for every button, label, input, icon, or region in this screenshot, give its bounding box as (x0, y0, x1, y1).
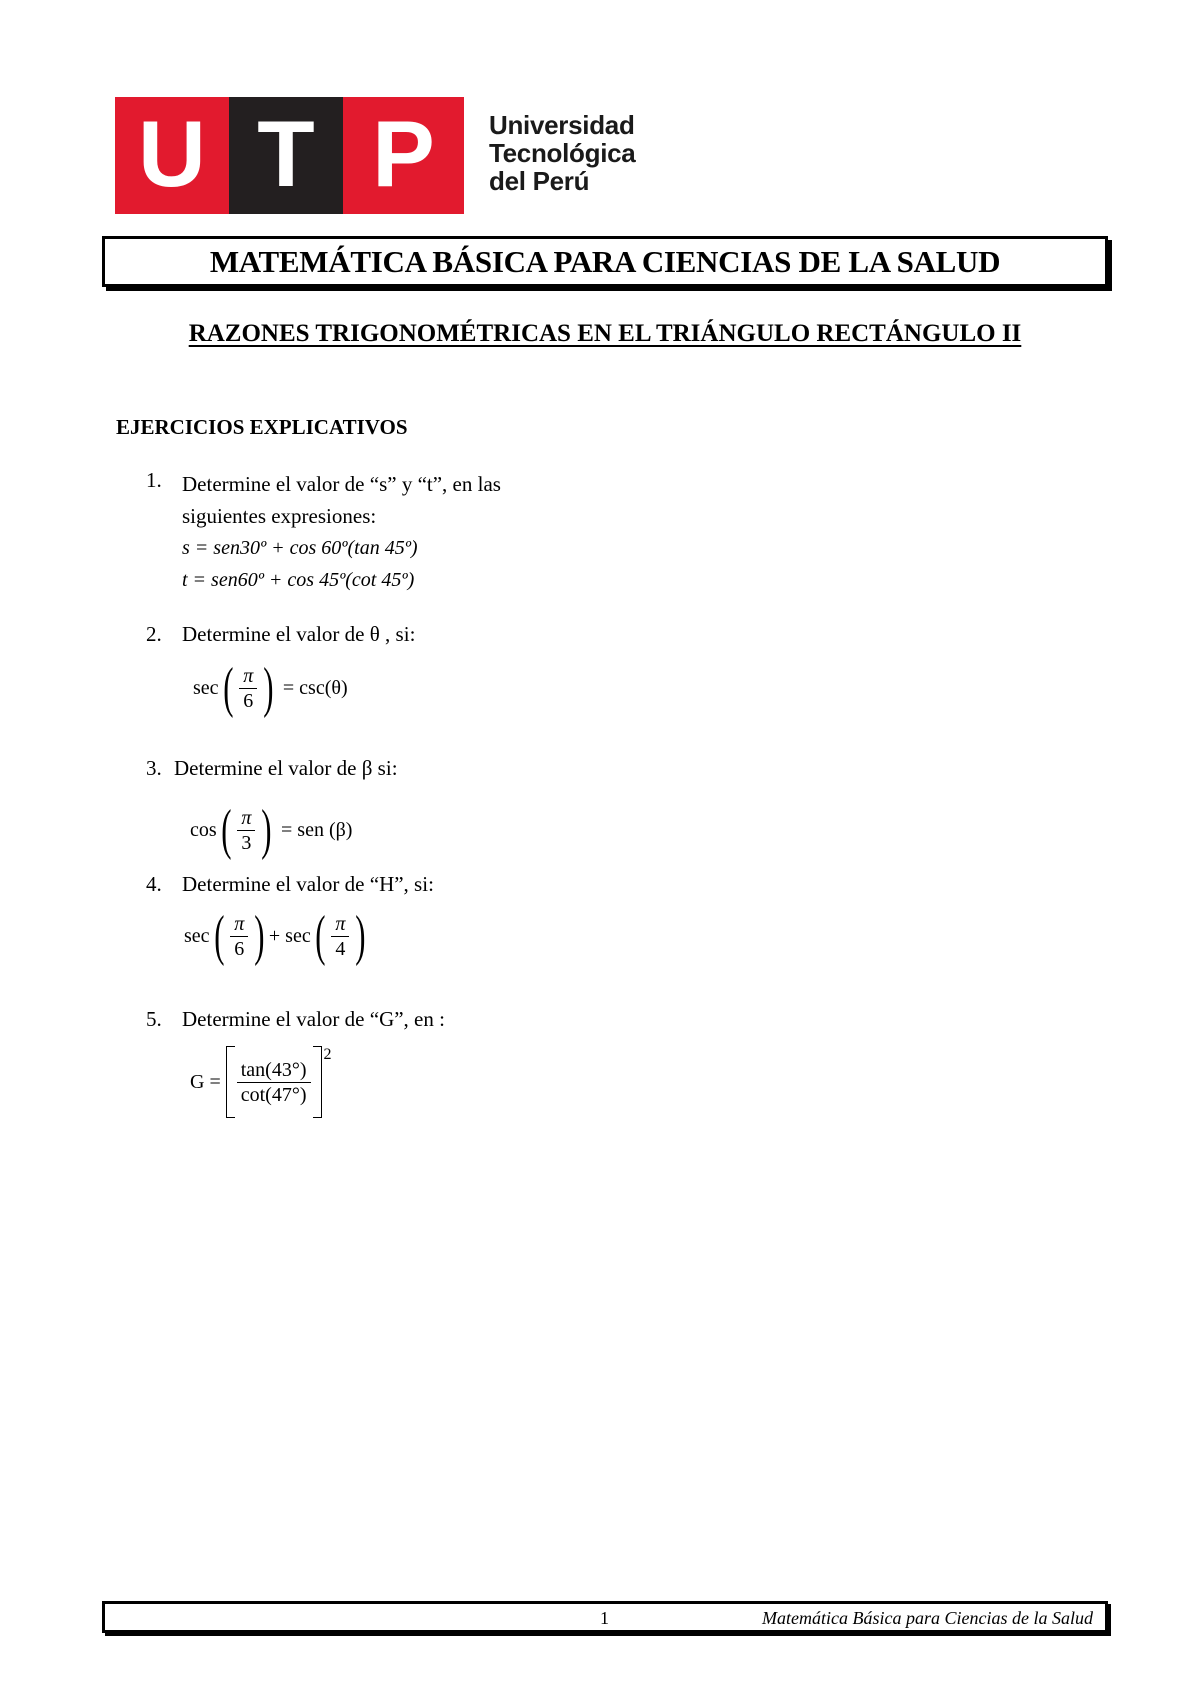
equation-5: G = $\frac{\tan(43^\circ)}{\cot(47^\circ)}$ 2 (190, 1046, 332, 1118)
footer-text: Matemática Básica para Ciencias de la Salud (762, 1608, 1093, 1628)
topic-title: RAZONES TRIGONOMÉTRICAS EN EL TRIÁNGULO RECTÁNGULO II (188, 320, 1022, 347)
page-number: 1 (600, 1608, 609, 1628)
exercise-text: Determine el valor de “s” y “t”, en las (182, 472, 501, 496)
section-title: EJERCICIOS EXPLICATIVOS (116, 415, 408, 439)
equation-4: sec ( $\frac{\pi}{6}$ ) + sec ( $\frac{\pi}{4}$ ) (184, 905, 366, 967)
equation-t: t = sen60º + cos 45º(cot 45º) (182, 569, 415, 591)
exercise-text: Determine el valor de “G”, en : (182, 1007, 445, 1031)
equation-2: sec ( $\frac{\pi}{6}$ ) = csc(θ) (193, 657, 348, 719)
exercise-number: 5. (146, 1007, 162, 1031)
equation-3: cos ( $\frac{\pi}{3}$ ) = sen (β) (190, 799, 353, 861)
equation-s: s = sen30º + cos 60º(tan 45º) (182, 537, 418, 559)
exercise-text: Determine el valor de β si: (174, 756, 398, 780)
exercise-number: 4. (146, 872, 162, 896)
exercise-text: Determine el valor de “H”, si: (182, 872, 434, 896)
logo-block-u: U (115, 97, 229, 214)
exercise-text: Determine el valor de θ , si: (182, 622, 416, 646)
logo-university-name: Universidad Tecnológica del Perú (489, 110, 636, 196)
exercise-number: 1. (146, 468, 162, 492)
page-footer (102, 1601, 1108, 1633)
utp-logo (115, 97, 651, 214)
course-title-box (102, 236, 1108, 287)
exercise-text: siguientes expresiones: (182, 504, 377, 528)
logo-block-p: P (343, 97, 464, 214)
logo-block-t: T (229, 97, 343, 214)
course-title: MATEMÁTICA BÁSICA PARA CIENCIAS DE LA SALUD (209, 244, 1001, 279)
exercise-number: 2. (146, 622, 162, 646)
